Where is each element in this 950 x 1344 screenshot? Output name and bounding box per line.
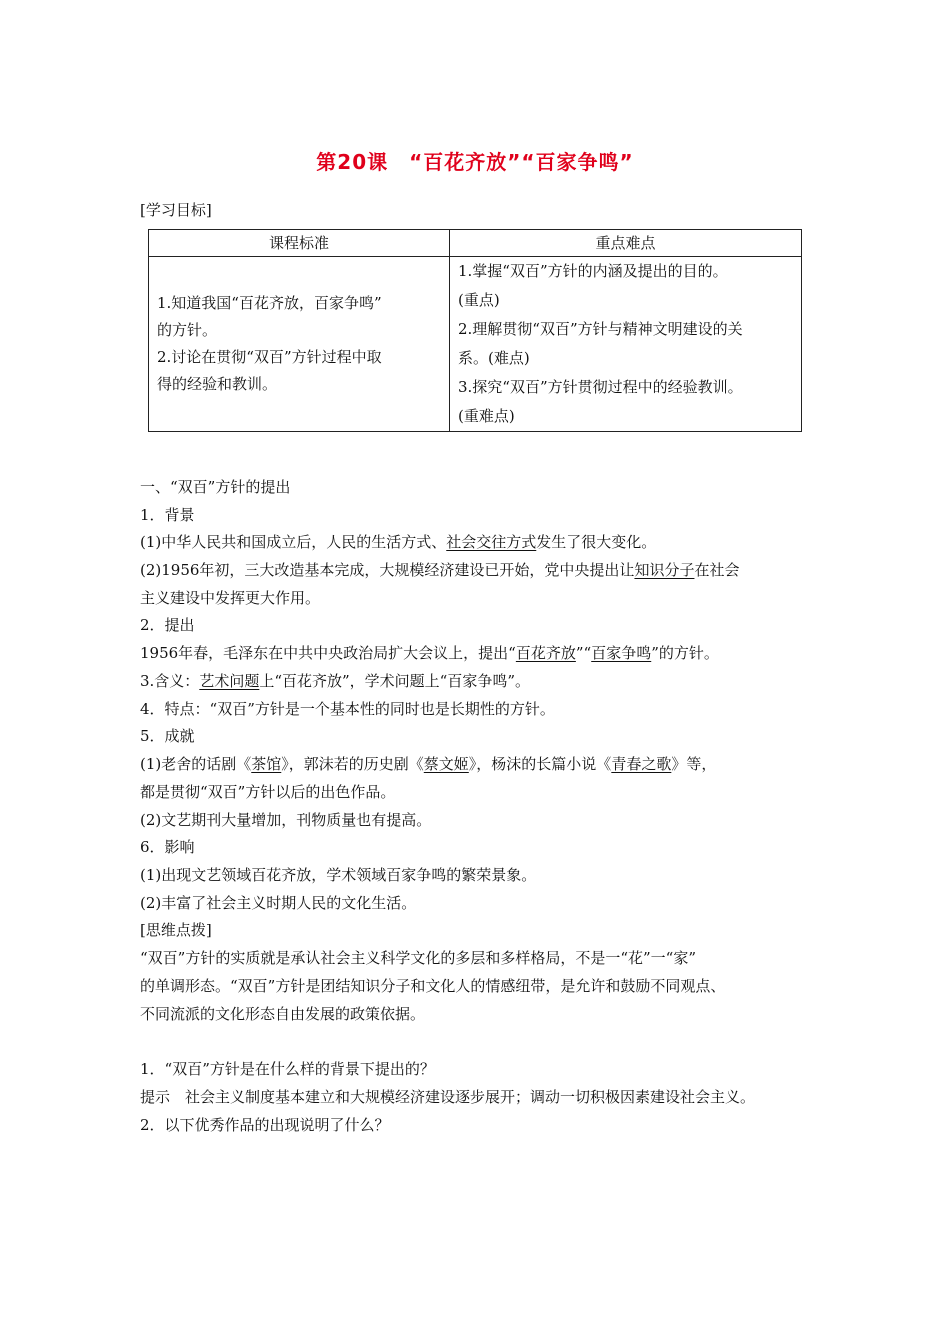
text-line: 主义建设中发挥更大作用。: [140, 589, 321, 607]
answer-1: 提示 社会主义制度基本建立和大规模经济建设逐步展开；调动一切积极因素建设社会主义。: [140, 1088, 756, 1106]
text-line: (1)中华人民共和国成立后，人民的生活方式、社会交往方式发生了很大变化。: [140, 533, 657, 551]
subheading-influence: 6．影响: [140, 838, 195, 856]
cell-line: 3.探究“双百”方针贯彻过程中的经验教训。: [458, 378, 743, 396]
table-header-row: [149, 230, 802, 257]
question-1: 1．“双百”方针是在什么样的背景下提出的？: [140, 1060, 435, 1078]
text-line: (2)丰富了社会主义时期人民的文化生活。: [140, 894, 417, 912]
subheading-proposal: 2．提出: [140, 616, 195, 634]
underlined-term: 蔡文姬: [423, 755, 469, 773]
text-line: 1956年春，毛泽东在中共中央政治局扩大会议上，提出“百花齐放”“百家争鸣”的方针。: [140, 644, 719, 662]
table-row: [149, 257, 802, 432]
underlined-term: 知识分子: [634, 561, 695, 579]
cell-line: 得的经验和教训。: [157, 375, 278, 393]
text-line: (1)出现文艺领域百花齐放，学术领域百家争鸣的繁荣景象。: [140, 866, 537, 884]
text-line: 不同流派的文化形态自由发展的政策依据。: [140, 1005, 426, 1023]
section-heading: 一、“双百”方针的提出: [140, 478, 291, 496]
text-line: (2)1956年初，三大改造基本完成，大规模经济建设已开始，党中央提出让知识分子在社会: [140, 561, 740, 579]
underlined-term: 百家争鸣: [591, 644, 652, 662]
text-line: 的单调形态。“双百”方针是团结知识分子和文化人的情感纽带，是允许和鼓励不同观点、: [140, 977, 726, 995]
underlined-term: 社会交往方式: [446, 533, 537, 551]
cell-line: 1.掌握“双百”方针的内涵及提出的目的。: [458, 262, 728, 280]
text-line: 4．特点：“双百”方针是一个基本性的同时也是长期性的方针。: [140, 700, 555, 718]
cell-line: 1.知道我国“百花齐放，百家争鸣”: [157, 294, 382, 312]
goals-table: [148, 229, 802, 432]
goals-label: [学习目标]: [140, 201, 212, 219]
underlined-term: 百花齐放: [515, 644, 576, 662]
table-header-cell: 重点难点: [450, 230, 802, 257]
underlined-term: 艺术问题: [199, 672, 260, 690]
cell-line: (重难点): [458, 407, 515, 425]
underlined-term: 茶馆: [251, 755, 282, 773]
cell-line: 2.理解贯彻“双百”方针与精神文明建设的关: [458, 320, 743, 338]
cell-line: 系。(难点): [458, 349, 530, 367]
text-line: (1)老舍的话剧《茶馆》，郭沫若的历史剧《蔡文姬》，杨沫的长篇小说《青春之歌》等，: [140, 755, 717, 773]
cell-line: 2.讨论在贯彻“双百”方针过程中取: [157, 348, 382, 366]
table-cell-key-points: [450, 257, 802, 432]
table-header-cell: 课程标准: [149, 230, 450, 257]
cell-line: (重点): [458, 291, 500, 309]
text-line: 都是贯彻“双百”方针以后的出色作品。: [140, 783, 396, 801]
subheading-achievements: 5．成就: [140, 727, 195, 745]
text-line: 3.含义：艺术问题上“百花齐放”，学术问题上“百家争鸣”。: [140, 672, 531, 690]
underlined-term: 青春之歌: [611, 755, 672, 773]
text-line: “双百”方针的实质就是承认社会主义科学文化的多层和多样格局，不是一“花”一“家”: [140, 949, 697, 967]
cell-line: 的方针。: [157, 321, 218, 339]
question-2: 2．以下优秀作品的出现说明了什么？: [140, 1116, 390, 1134]
text-line: (2)文艺期刊大量增加，刊物质量也有提高。: [140, 811, 432, 829]
thinking-label: [思维点拨]: [140, 921, 212, 939]
page-title: 第20课 “百花齐放”“百家争鸣”: [316, 150, 634, 174]
table-cell-standards: [149, 257, 450, 432]
subheading-background: 1．背景: [140, 506, 195, 524]
